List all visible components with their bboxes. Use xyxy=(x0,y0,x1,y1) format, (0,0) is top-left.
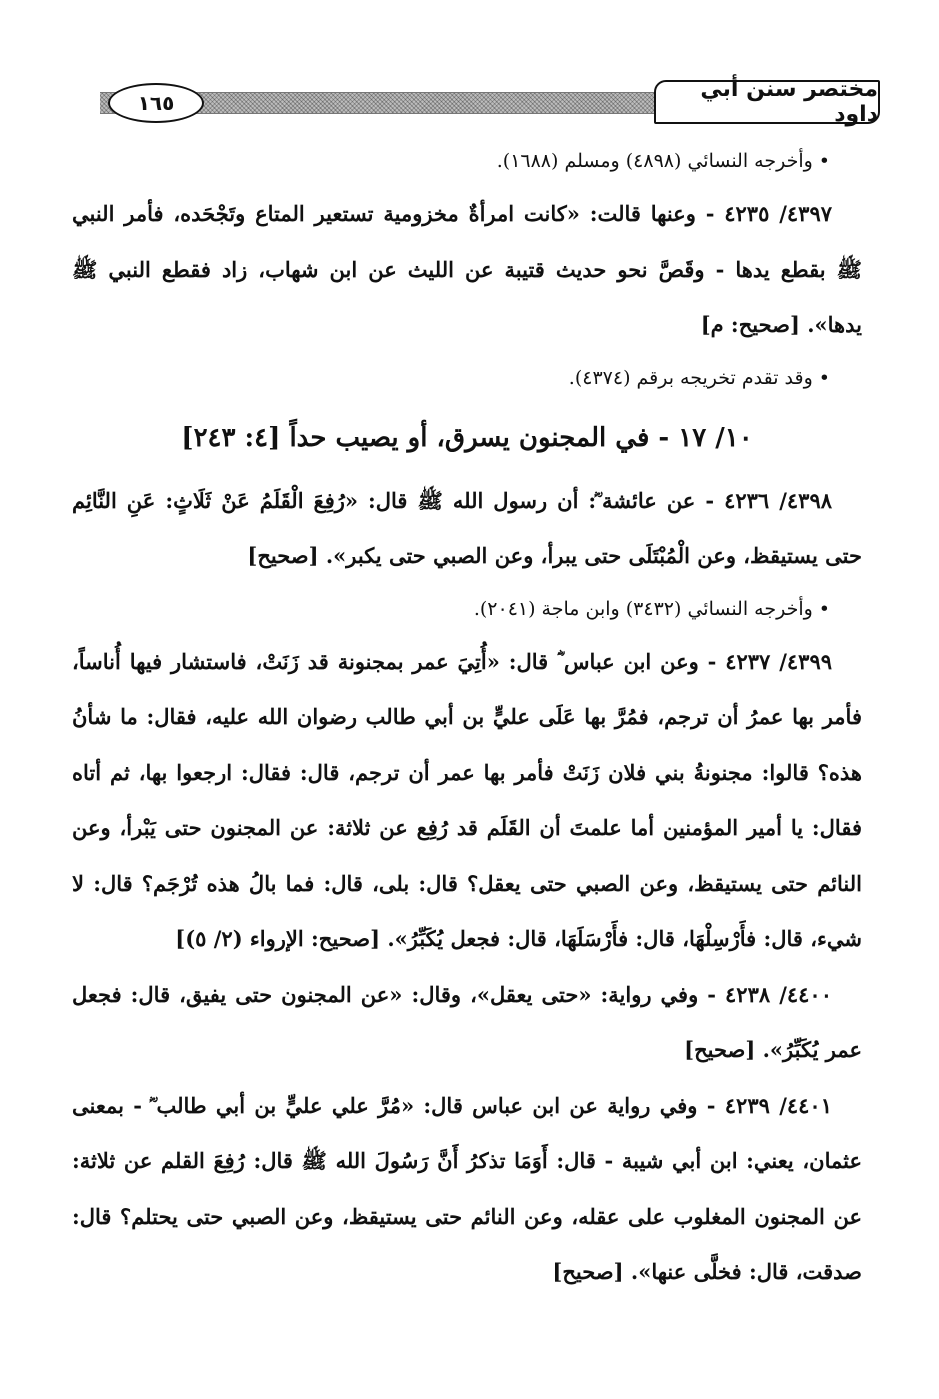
page-body xyxy=(72,136,862,1300)
takhrij-note: • وأخرجه النسائي (٣٤٣٢) وابن ماجة (٢٠٤١). xyxy=(72,584,862,634)
page-number: ١٦٥ xyxy=(108,83,204,123)
chapter-heading: ١٠/ ١٧ - في المجنون يسرق، أو يصيب حداً [٤: ٢٤٣] xyxy=(181,422,753,453)
page-header xyxy=(100,78,880,130)
hadith-paragraph: ٤٣٩٧/ ٤٢٣٥ - وعنها قالت: «كانت امرأةٌ مخزومية تستعير المتاع وتَجْحَده، فأمر النبي ﷺ بقطع يدها - وقَصَّ نحو حديث قتيبة عن الليث عن ابن شهاب، زاد فقطع النبي ﷺ يدها». [صحيح: م] xyxy=(72,201,862,337)
hadith-paragraph: ٤٣٩٨/ ٤٢٣٦ - عن عائشة ؓ: أن رسول الله ﷺ قال: «رُفِعَ الْقَلَمُ عَنْ ثَلَاثٍ: عَنِ النَّائِم حتى يستيقظ، وعن الْمُبْتَلَى حتى يبرأ، وعن الصبي حتى يكبر». [صحيح] xyxy=(72,487,862,568)
takhrij-note: • وقد تقدم تخريجه برقم (٤٣٧٤). xyxy=(72,353,862,403)
hadith-paragraph: ٤٣٩٩/ ٤٢٣٧ - وعن ابن عباس ؓ قال: «أُتِيَ عمر بمجنونة قد زَنَتْ، فاستشار فيها أُناساً، فأمر بها عمرُ أن ترجم، فمُرَّ بها عَلَى عليٍّ بن أبي طالب رضوان الله عليه، فقال: ما شأنُ هذه؟ قالوا: مجنونةُ بني فلان زَنَتْ فأمر بها عمر أن ترجم، قال: فقال: ارجعوا بها، ثم أتاه فقال: يا أمير المؤمنين أما علمتَ أن القَلَم قد رُفِع عن ثلاثة: عن المجنون حتى يَبْرأ، وعن النائم حتى يستيقظ، وعن الصبي حتى يعقل؟ قال: بلى، قال: فما بالُ هذه تُرْجَم؟ قال: لا شيء، قال: فأَرْسِلْهَا، قال: فأَرْسَلَهَا، قال: فجعل يُكَبِّرُ». [صحيح: الإرواء (٢/ ٥)] xyxy=(72,648,862,951)
hadith-paragraph: ٤٤٠٠/ ٤٢٣٨ - وفي رواية: «حتى يعقل»، وقال: «عن المجنون حتى يفيق، قال: فجعل عمر يُكَبِّرُ». [صحيح] xyxy=(72,981,862,1062)
book-title: مختصر سنن أبي داود xyxy=(654,80,880,124)
takhrij-note: • وأخرجه النسائي (٤٨٩٨) ومسلم (١٦٨٨). xyxy=(72,136,862,186)
hadith-paragraph: ٤٤٠١/ ٤٢٣٩ - وفي رواية عن ابن عباس قال: «مُرَّ علي عليٍّ بن أبي طالب ؓ - بمعنى عثمان، يعني: ابن أبي شيبة - قال: أَوَمَا تذكرُ أَنَّ رَسُولَ الله ﷺ قال: رُفِعَ القلم عن ثلاثة: عن المجنون المغلوب على عقله، وعن النائم حتى يستيقظ، وعن الصبي حتى يحتلم؟ قال: صدقت، قال: فخلَّى عنها». [صحيح] xyxy=(72,1092,862,1284)
